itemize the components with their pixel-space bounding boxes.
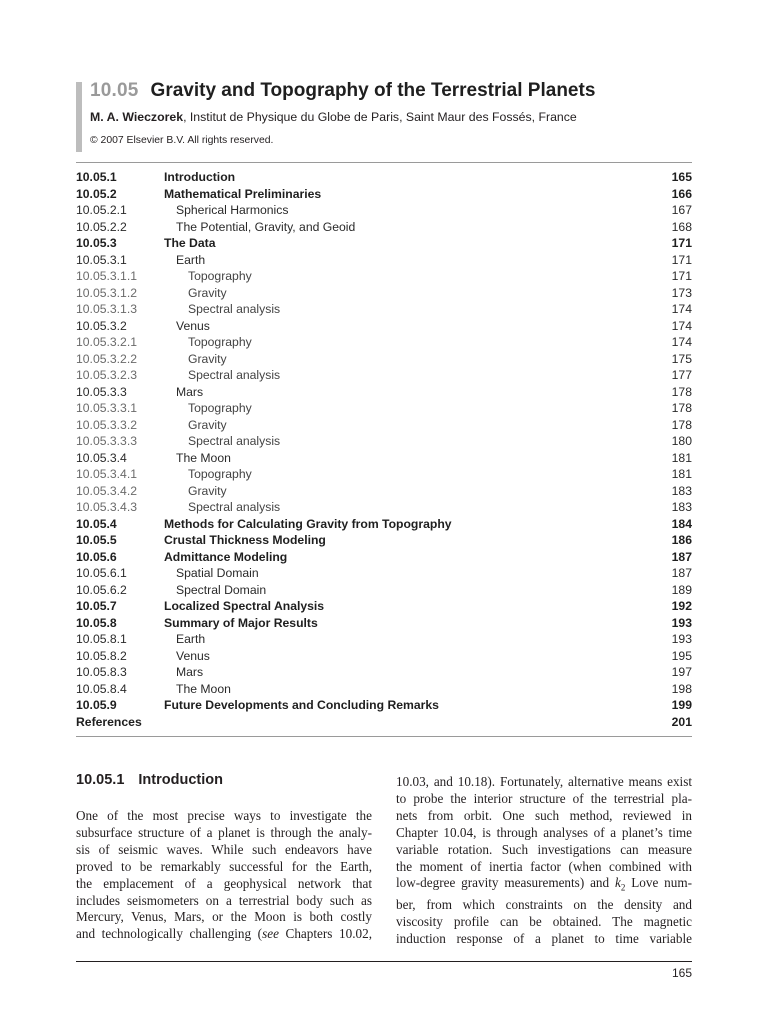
toc-entry-title: Mathematical Preliminaries [164, 186, 322, 201]
toc-entry-title: Introduction [164, 170, 236, 184]
toc-entry-title: Mars [176, 665, 204, 679]
toc-entry-number: References [76, 714, 142, 729]
toc-entry-page: 189 [671, 582, 692, 597]
toc-entry[interactable] [76, 367, 692, 384]
body-text-line: subsurface structure of a planet is through the analy- [76, 824, 372, 840]
toc-entry-title: Spatial Domain [176, 566, 259, 580]
toc-entry-number: 10.05.3.2.2 [76, 351, 137, 366]
toc-entry-number: 10.05.3.1.1 [76, 269, 137, 283]
toc-entry-number: 10.05.3.3.1 [76, 401, 137, 415]
toc-entry[interactable] [76, 549, 692, 566]
chapter-title: Gravity and Topography of the Terrestrial Planets [150, 80, 596, 101]
toc-entry[interactable] [76, 714, 692, 731]
toc-entry-page: 171 [671, 269, 692, 283]
toc-entry-title: Crustal Thickness Modeling [164, 533, 326, 547]
toc-entry[interactable] [76, 582, 692, 599]
toc-entry-page: 195 [671, 648, 692, 663]
toc-entry-page: 201 [671, 714, 692, 729]
toc-entry-title: Future Developments and Concluding Remarks [164, 698, 439, 712]
body-right-column [396, 774, 692, 948]
toc-entry-number: 10.05.2.1 [76, 203, 127, 217]
toc-entry-number: 10.05.8.1 [76, 632, 127, 646]
toc-entry-title: Earth [176, 632, 206, 646]
toc-entry[interactable] [76, 598, 692, 615]
body-text-line: proved to be remarkably successful for the Earth, [76, 858, 372, 874]
toc-entry-page: 178 [671, 417, 692, 432]
toc-entry[interactable] [76, 565, 692, 582]
toc-entry[interactable] [76, 202, 692, 219]
toc-entry[interactable] [76, 169, 692, 186]
body-text-line: variable rotation. Such investigations can measure [396, 841, 692, 857]
toc-entry-page: 181 [671, 467, 692, 481]
toc-entry[interactable] [76, 697, 692, 714]
toc-entry[interactable] [76, 384, 692, 401]
toc-entry[interactable] [76, 516, 692, 533]
author-line [90, 110, 577, 124]
toc-entry-number: 10.05.1 [76, 170, 117, 184]
toc-entry[interactable] [76, 648, 692, 665]
toc-entry-number: 10.05.6.1 [76, 566, 127, 580]
toc-entry-number: 10.05.3.4.1 [76, 467, 137, 481]
toc-entry-title: Spectral analysis [188, 368, 281, 382]
toc-entry[interactable] [76, 301, 692, 318]
toc-entry-page: 199 [671, 698, 692, 712]
toc-entry[interactable] [76, 664, 692, 681]
toc-top-rule [76, 162, 692, 163]
toc-entry-number: 10.05.4 [76, 516, 117, 531]
body-text-line: and technologically challenging (see Chapters 10.02, [76, 926, 372, 942]
body-text-line: to probe the interior structure of the terrestrial pla- [396, 790, 692, 806]
toc-entry-title: Venus [176, 648, 210, 663]
author-name: M. A. Wieczorek [90, 110, 184, 124]
toc-entry-number: 10.05.7 [76, 599, 117, 613]
toc-entry-page: 168 [671, 219, 692, 234]
toc-entry-title: The Data [164, 236, 216, 250]
toc-entry-page: 187 [671, 549, 692, 564]
toc-entry-page: 173 [671, 285, 692, 300]
toc-entry-title: Topography [188, 467, 252, 481]
toc-entry-page: 171 [671, 252, 692, 267]
toc-entry-title: Spectral analysis [188, 500, 281, 514]
toc-entry-title: Gravity [188, 351, 227, 366]
toc-entry-title: Summary of Major Results [164, 615, 318, 630]
toc-entry-title: Venus [176, 318, 210, 333]
toc-entry-page: 166 [671, 186, 692, 201]
header-accent-bar [76, 82, 82, 152]
toc-entry[interactable] [76, 450, 692, 467]
toc-entry-title: Mars [176, 384, 204, 399]
body-text-line: Mercury, Venus, Mars, or the Moon is both costly [76, 909, 372, 925]
toc-entry[interactable] [76, 252, 692, 269]
toc-entry-title: The Moon [176, 681, 231, 696]
toc-entry-page: 180 [671, 434, 692, 448]
body-text-line: ber, from which constraints on the density and [396, 896, 692, 912]
toc-entry-number: 10.05.3.3.2 [76, 417, 137, 432]
copyright-notice: © 2007 Elsevier B.V. All rights reserved. [90, 135, 274, 146]
toc-entry[interactable] [76, 466, 692, 483]
toc-entry-number: 10.05.3.4.2 [76, 483, 137, 498]
footer-rule [76, 961, 692, 962]
toc-entry-page: 175 [671, 351, 692, 366]
toc-entry-page: 181 [671, 450, 692, 465]
body-text-line: includes seismometers on a terrestrial body such as [76, 892, 372, 908]
chapter-number: 10.05 [90, 80, 139, 101]
toc-entry[interactable] [76, 219, 692, 236]
toc-entry-number: 10.05.3.3 [76, 384, 127, 399]
body-text-line: the emplacement of a geophysical network that [76, 875, 372, 891]
toc-entry-number: 10.05.3.4 [76, 450, 127, 465]
body-text-line: low-degree gravity measurements) and $k_2$ Love num- [396, 875, 692, 894]
toc-entry-title: Spectral analysis [188, 302, 281, 316]
body-text-line: the moment of inertia factor (when combined with [396, 858, 692, 874]
toc-entry-number: 10.05.2 [76, 186, 117, 201]
body-text-line: sis of seismic waves. While such endeavors have [76, 841, 372, 857]
toc-entry-title: The Potential, Gravity, and Geoid [176, 219, 356, 234]
toc-entry-number: 10.05.6.2 [76, 582, 127, 597]
toc-entry-number: 10.05.3.2 [76, 318, 127, 333]
toc-entry-title: Topography [188, 401, 252, 415]
toc-entry-number: 10.05.3.1 [76, 252, 127, 267]
body-left-column [76, 808, 372, 943]
toc-entry-title: Localized Spectral Analysis [164, 599, 325, 613]
toc-entry-page: 192 [671, 599, 692, 613]
toc-entry[interactable] [76, 499, 692, 516]
toc-entry-number: 10.05.3.3.3 [76, 434, 137, 448]
toc-entry-title: Methods for Calculating Gravity from Topography [164, 516, 452, 531]
toc-entry-number: 10.05.5 [76, 533, 117, 547]
toc-entry[interactable] [76, 235, 692, 252]
toc-entry-number: 10.05.3.2.3 [76, 368, 137, 382]
toc-entry[interactable] [76, 318, 692, 335]
toc-entry-number: 10.05.3 [76, 236, 117, 250]
toc-entry-number: 10.05.8.2 [76, 648, 127, 663]
toc-entry-page: 197 [671, 665, 692, 679]
toc-entry[interactable] [76, 483, 692, 500]
toc-entry-page: 174 [671, 318, 692, 333]
page-number: 165 [671, 966, 692, 980]
toc-entry-page: 184 [671, 516, 692, 531]
toc-entry-title: Topography [188, 269, 252, 283]
toc-entry-title: The Moon [176, 450, 231, 465]
toc-entry-page: 183 [671, 483, 692, 498]
body-text-line: induction response of a planet to time variable [396, 930, 692, 946]
toc-bottom-rule [76, 736, 692, 737]
section-title: Introduction [138, 772, 223, 788]
toc-entry-title: Gravity [188, 483, 227, 498]
toc-entry[interactable] [76, 268, 692, 285]
toc-entry-page: 165 [671, 170, 692, 184]
toc-entry-page: 174 [671, 302, 692, 316]
toc-entry[interactable] [76, 334, 692, 351]
toc-entry-number: 10.05.8 [76, 615, 117, 630]
body-text-line: nets from orbit. One such method, reviewed in [396, 807, 692, 823]
toc-entry-page: 171 [671, 236, 692, 250]
toc-entry-page: 177 [671, 368, 692, 382]
toc-entry-title: Topography [188, 335, 252, 349]
toc-entry[interactable] [76, 532, 692, 549]
body-text-line: Chapter 10.04, is through analyses of a planet’s time [396, 824, 692, 840]
author-affiliation: , Institut de Physique du Globe de Paris, Saint Maur des Fossés, France [183, 110, 577, 124]
toc-entry-title: Spectral Domain [176, 582, 267, 597]
toc-entry-number: 10.05.2.2 [76, 219, 127, 234]
toc-entry-number: 10.05.3.2.1 [76, 335, 137, 349]
toc-entry-title: Gravity [188, 285, 227, 300]
body-text-line: 10.03, and 10.18). Fortunately, alternative means exist [396, 774, 692, 789]
section-number: 10.05.1 [76, 772, 125, 788]
toc-entry-title: Gravity [188, 417, 227, 432]
toc-entry-title: Spectral analysis [188, 434, 281, 448]
toc-entry-number: 10.05.3.1.3 [76, 302, 137, 316]
toc-entry-page: 186 [671, 533, 692, 547]
chapter-header [76, 78, 696, 154]
toc-entry-page: 167 [671, 203, 692, 217]
toc-entry[interactable] [76, 433, 692, 450]
section-heading [76, 772, 223, 788]
toc-entry[interactable] [76, 681, 692, 698]
chapter-title-line [90, 80, 595, 102]
toc-entry-number: 10.05.9 [76, 698, 117, 712]
toc-entry-number: 10.05.3.4.3 [76, 500, 137, 514]
toc-entry-number: 10.05.8.4 [76, 681, 127, 696]
toc-entry-title: Admittance Modeling [164, 549, 288, 564]
toc-entry-number: 10.05.6 [76, 549, 117, 564]
toc-entry[interactable] [76, 351, 692, 368]
toc-entry-page: 183 [671, 500, 692, 514]
toc-entry-page: 193 [671, 632, 692, 646]
toc-entry-page: 198 [671, 681, 692, 696]
body-text-line: viscosity profile can be obtained. The magnetic [396, 913, 692, 929]
toc-entry[interactable] [76, 285, 692, 302]
toc-entry-page: 193 [671, 615, 692, 630]
toc-entry[interactable] [76, 631, 692, 648]
toc-entry[interactable] [76, 400, 692, 417]
toc-entry-page: 178 [671, 384, 692, 399]
toc-entry-title: Spherical Harmonics [176, 203, 289, 217]
toc-entry-number: 10.05.3.1.2 [76, 285, 137, 300]
toc-entry[interactable] [76, 186, 692, 203]
toc-entry[interactable] [76, 615, 692, 632]
toc-entry-page: 174 [671, 335, 692, 349]
toc-entry-title: Earth [176, 252, 206, 267]
toc-entry-page: 187 [671, 566, 692, 580]
table-of-contents [76, 169, 692, 730]
body-text-line: One of the most precise ways to investigate the [76, 808, 372, 823]
toc-entry[interactable] [76, 417, 692, 434]
toc-entry-number: 10.05.8.3 [76, 665, 127, 679]
toc-entry-page: 178 [671, 401, 692, 415]
